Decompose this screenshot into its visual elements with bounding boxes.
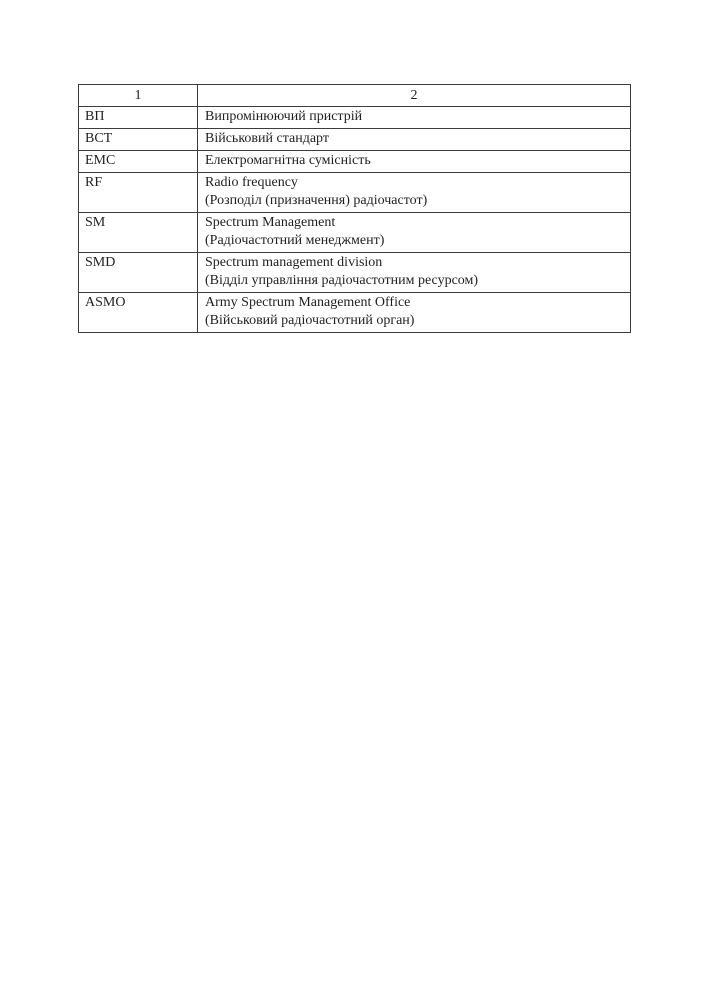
definition-cell [198,129,631,151]
definition-line: Військовий стандарт [205,131,329,146]
definition-cell [198,151,631,173]
table-row [79,293,631,333]
abbreviation-cell: ВП [79,107,198,129]
abbreviation-cell: ВСТ [79,129,198,151]
table-row [79,213,631,253]
abbreviation-table [78,84,631,333]
definition-line: (Військовий радіочастотний орган) [205,313,415,328]
definition-line: Електромагнітна сумісність [205,153,371,168]
definition-cell [198,173,631,213]
definition-line: Випромінюючий пристрій [205,109,363,124]
definition-line: Army Spectrum Management Office [205,295,411,310]
table-header-row [79,85,631,107]
definition-line: (Відділ управління радіочастотним ресурсом) [205,273,479,288]
definition-line: Radio frequency [205,175,298,190]
abbreviation-cell: SMD [79,253,198,293]
definition-cell [198,213,631,253]
table-row [79,253,631,293]
definition-line: (Розподіл (призначення) радіочастот) [205,193,428,208]
abbreviation-cell: ЕМС [79,151,198,173]
abbreviation-cell: SM [79,213,198,253]
table-row [79,129,631,151]
abbreviation-cell: ASMO [79,293,198,333]
abbreviation-table-body [79,107,631,333]
abbreviation-cell: RF [79,173,198,213]
definition-line: (Радіочастотний менеджмент) [205,233,385,248]
column-header-2: 2 [198,85,631,107]
definition-line: Spectrum management division [205,255,383,270]
column-header-1: 1 [79,85,198,107]
definition-cell [198,253,631,293]
definition-line: Spectrum Management [205,215,336,230]
definition-cell [198,293,631,333]
definition-cell [198,107,631,129]
table-row [79,173,631,213]
table-row [79,151,631,173]
table-row [79,107,631,129]
